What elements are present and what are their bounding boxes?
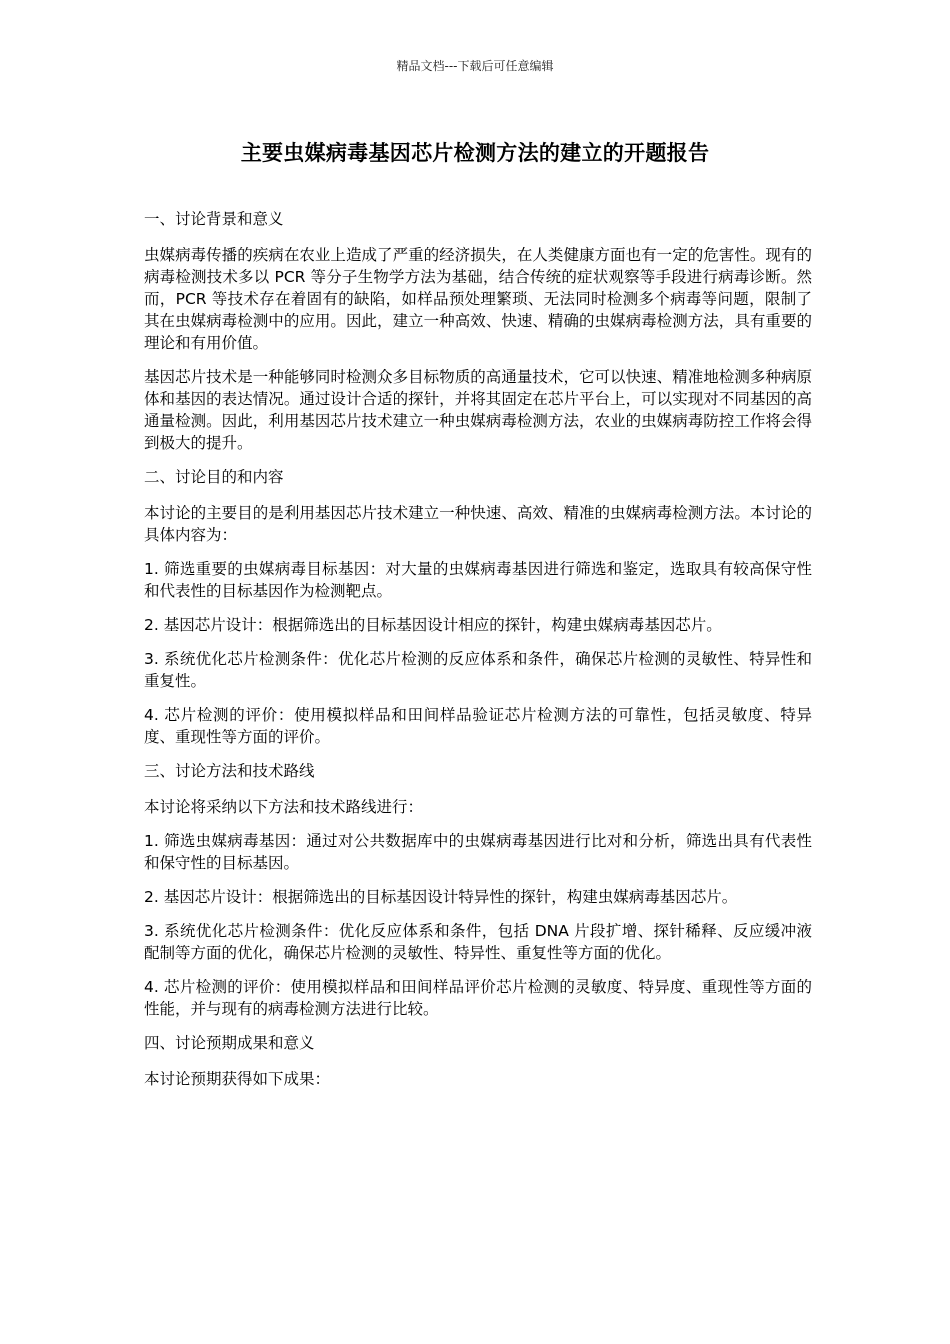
list-item: 3. 系统优化芯片检测条件：优化反应体系和条件，包括 DNA 片段扩增、探针稀释、反应缓冲液配制等方面的优化，确保芯片检测的灵敏性、特异性、重复性等方面的优化。	[144, 922, 812, 962]
section-heading: 二、讨论目的和内容	[144, 468, 284, 486]
list-item: 1. 筛选重要的虫媒病毒目标基因：对大量的虫媒病毒基因进行筛选和鉴定，选取具有较高保守性和代表性的目标基因作为检测靶点。	[144, 560, 812, 600]
section-heading: 一、讨论背景和意义	[144, 210, 284, 228]
body-paragraph: 本讨论预期获得如下成果：	[144, 1070, 331, 1088]
section-heading: 四、讨论预期成果和意义	[144, 1034, 315, 1052]
body-paragraph: 本讨论将采纳以下方法和技术路线进行：	[144, 798, 424, 816]
list-item: 4. 芯片检测的评价：使用模拟样品和田间样品验证芯片检测方法的可靠性，包括灵敏度、特异度、重现性等方面的评价。	[144, 706, 812, 746]
body-paragraph: 本讨论的主要目的是利用基因芯片技术建立一种快速、高效、精准的虫媒病毒检测方法。本讨论的具体内容为：	[144, 504, 812, 544]
list-item: 3. 系统优化芯片检测条件：优化芯片检测的反应体系和条件，确保芯片检测的灵敏性、特异性和重复性。	[144, 650, 812, 690]
page-header-note: 精品文档---下载后可任意编辑	[396, 59, 554, 73]
document-title: 主要虫媒病毒基因芯片检测方法的建立的开题报告	[240, 141, 710, 165]
list-item: 2. 基因芯片设计：根据筛选出的目标基因设计相应的探针，构建虫媒病毒基因芯片。	[144, 616, 722, 634]
section-heading: 三、讨论方法和技术路线	[144, 762, 315, 780]
list-item: 4. 芯片检测的评价：使用模拟样品和田间样品评价芯片检测的灵敏度、特异度、重现性等方面的性能，并与现有的病毒检测方法进行比较。	[144, 978, 812, 1018]
body-paragraph: 虫媒病毒传播的疾病在农业上造成了严重的经济损失，在人类健康方面也有一定的危害性。现有的病毒检测技术多以 PCR 等分子生物学方法为基础，结合传统的症状观察等手段进行病毒诊断。然而，PCR 等技术存在着固有的缺陷，如样品预处理繁琐、无法同时检测多个病毒等问题，限制了其在虫媒病毒检测中的应用。因此，建立一种高效、快速、精确的虫媒病毒检测方法，具有重要的理论和有用价值。	[144, 246, 812, 352]
body-paragraph: 基因芯片技术是一种能够同时检测众多目标物质的高通量技术，它可以快速、精准地检测多种病原体和基因的表达情况。通过设计合适的探针，并将其固定在芯片平台上，可以实现对不同基因的高通量检测。因此，利用基因芯片技术建立一种虫媒病毒检测方法，农业的虫媒病毒防控工作将会得到极大的提升。	[144, 368, 812, 452]
list-item: 1. 筛选虫媒病毒基因：通过对公共数据库中的虫媒病毒基因进行比对和分析，筛选出具有代表性和保守性的目标基因。	[144, 832, 812, 872]
list-item: 2. 基因芯片设计：根据筛选出的目标基因设计特异性的探针，构建虫媒病毒基因芯片。	[144, 888, 738, 906]
document-body	[144, 208, 812, 1102]
